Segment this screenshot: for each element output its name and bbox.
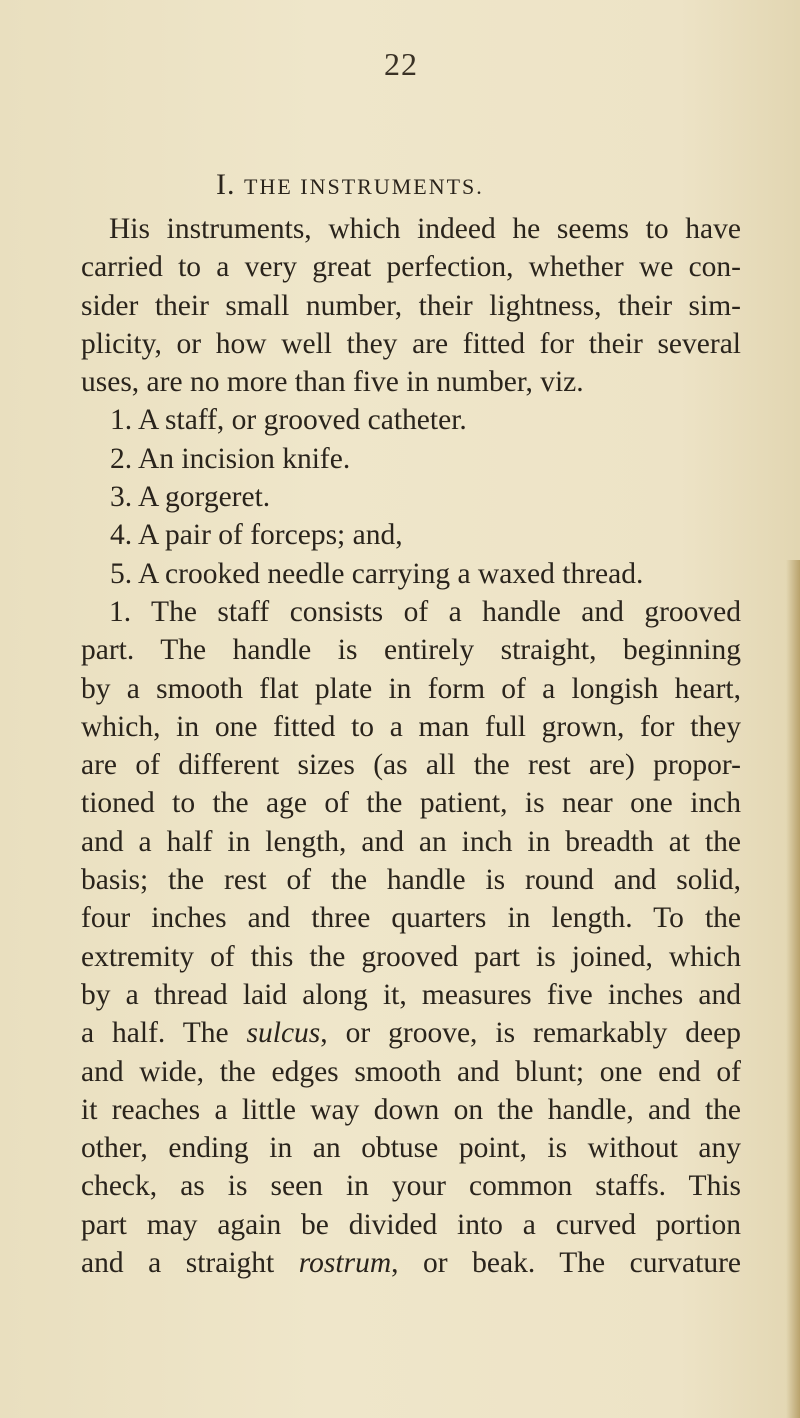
paragraph-line: by a smooth flat plate in form of a longish heart, [81,672,741,705]
paragraph-line: which, in one fitted to a man full grown, for they [81,710,741,743]
list-item-text: A gorgeret. [138,481,271,514]
text-run: , or beak. The curvature [391,1247,741,1280]
paragraph-line: basis; the rest of the handle is round and solid, [81,864,741,897]
list-item-number: 2. [110,442,133,475]
section-heading [216,168,484,202]
list-item [81,478,741,516]
list-item-number: 4. [110,519,133,552]
intro-line: carried to a very great perfection, whether we con- [81,251,741,284]
intro-line: sider their small number, their lightness, their sim- [81,289,741,322]
paragraph-line: it reaches a little way down on the handle, and the [81,1093,741,1126]
paragraph-line: are of different sizes (as all the rest are) propor- [81,749,741,782]
intro-line: uses, are no more than five in number, viz. [81,366,584,399]
paragraph-line: extremity of this the grooved part is joined, which [81,940,741,973]
page-edge-shadow [786,560,800,1418]
paragraph-line: and a half in length, and an inch in breadth at the [81,825,741,858]
body-text [81,210,741,1282]
list-item [81,401,741,439]
list-item [81,516,741,554]
paragraph-line [81,1244,741,1282]
paragraph-line: part may again be divided into a curved portion [81,1208,741,1241]
list-item-number: 5. [110,557,133,590]
text-run: a half. The [81,1017,247,1050]
paragraph-line: check, as is seen in your common staffs. This [81,1170,741,1203]
italic-term-sulcus: sulcus [246,1017,321,1050]
list-item-number: 1. [110,404,133,437]
text-run: and a straight [81,1247,299,1280]
text-run: , or groove, is remarkably deep [320,1017,741,1050]
paragraph-line: 1. The staff consists of a handle and grooved [109,595,741,628]
paragraph-line [81,1014,741,1052]
list-item [81,555,741,593]
paragraph-line: tioned to the age of the patient, is near one inch [81,787,741,820]
list-item-text: An incision knife. [138,442,351,475]
instrument-list [81,401,741,592]
intro-line: His instruments, which indeed he seems to have [109,213,741,245]
paragraph-line: and wide, the edges smooth and blunt; one end of [81,1055,741,1088]
paragraph-line: part. The handle is entirely straight, beginning [81,634,741,667]
list-item-text: A pair of forceps; and, [138,519,403,552]
paragraph-line: four inches and three quarters in length. To the [81,902,741,935]
paragraph-line: other, ending in an obtuse point, is without any [81,1132,741,1165]
intro-line: plicity, or how well they are fitted for their several [81,327,741,360]
paragraph-line: by a thread laid along it, measures five inches and [81,978,741,1011]
list-item-text: A staff, or grooved catheter. [138,404,467,437]
italic-term-rostrum: rostrum [298,1247,392,1280]
heading-numeral: I. [216,168,236,201]
list-item-text: A crooked needle carrying a waxed thread. [138,557,644,590]
heading-title: THE INSTRUMENTS. [244,174,484,199]
list-item [81,440,741,478]
page-number: 22 [384,46,418,82]
list-item-number: 3. [110,481,133,514]
